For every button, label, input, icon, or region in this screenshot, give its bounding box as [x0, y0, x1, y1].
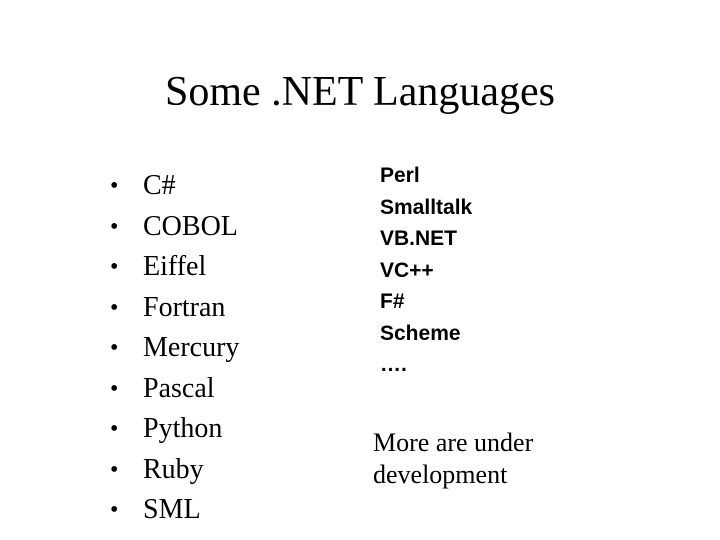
- list-item: [110, 490, 239, 531]
- list-item: [110, 247, 239, 288]
- list-item: [110, 328, 239, 369]
- list-item: [110, 450, 239, 491]
- list-item-label: COBOL: [143, 210, 238, 242]
- development-note: [373, 427, 593, 491]
- bullet-icon: •: [110, 294, 119, 321]
- list-item-label: Ruby: [143, 453, 204, 485]
- slide-title: Some .NET Languages: [165, 69, 555, 115]
- bullet-icon: •: [110, 416, 119, 442]
- list-item: [110, 369, 239, 410]
- bullet-icon: •: [110, 335, 119, 361]
- list-item: VB.NET: [380, 227, 458, 250]
- list-item-label: Pascal: [143, 372, 215, 404]
- bullet-icon: •: [110, 375, 119, 402]
- note-line: development: [373, 460, 508, 489]
- language-list-right: [380, 160, 472, 381]
- bullet-icon: •: [110, 497, 119, 523]
- bullet-icon: •: [110, 213, 119, 240]
- list-item: VC++: [380, 258, 434, 282]
- list-item: Scheme: [380, 321, 461, 345]
- bullet-icon: •: [110, 254, 119, 280]
- list-item: Smalltalk: [380, 195, 473, 219]
- list-item: [110, 288, 239, 329]
- list-item: [110, 166, 239, 207]
- list-item: Perl: [380, 164, 420, 187]
- list-item: F#: [380, 290, 405, 313]
- list-item: [110, 207, 239, 248]
- list-item-label: Eiffel: [143, 251, 207, 282]
- list-item-label: SML: [143, 494, 201, 525]
- list-item-label: Mercury: [143, 332, 240, 363]
- list-item-label: Fortran: [143, 291, 226, 323]
- list-item: [110, 409, 239, 450]
- bullet-icon: •: [110, 173, 119, 199]
- list-item: ….: [380, 353, 407, 376]
- list-item-label: Python: [143, 413, 223, 444]
- language-list-left: [110, 166, 239, 531]
- list-item-label: C#: [143, 170, 176, 201]
- note-line: More are under: [373, 428, 534, 457]
- bullet-icon: •: [110, 456, 119, 483]
